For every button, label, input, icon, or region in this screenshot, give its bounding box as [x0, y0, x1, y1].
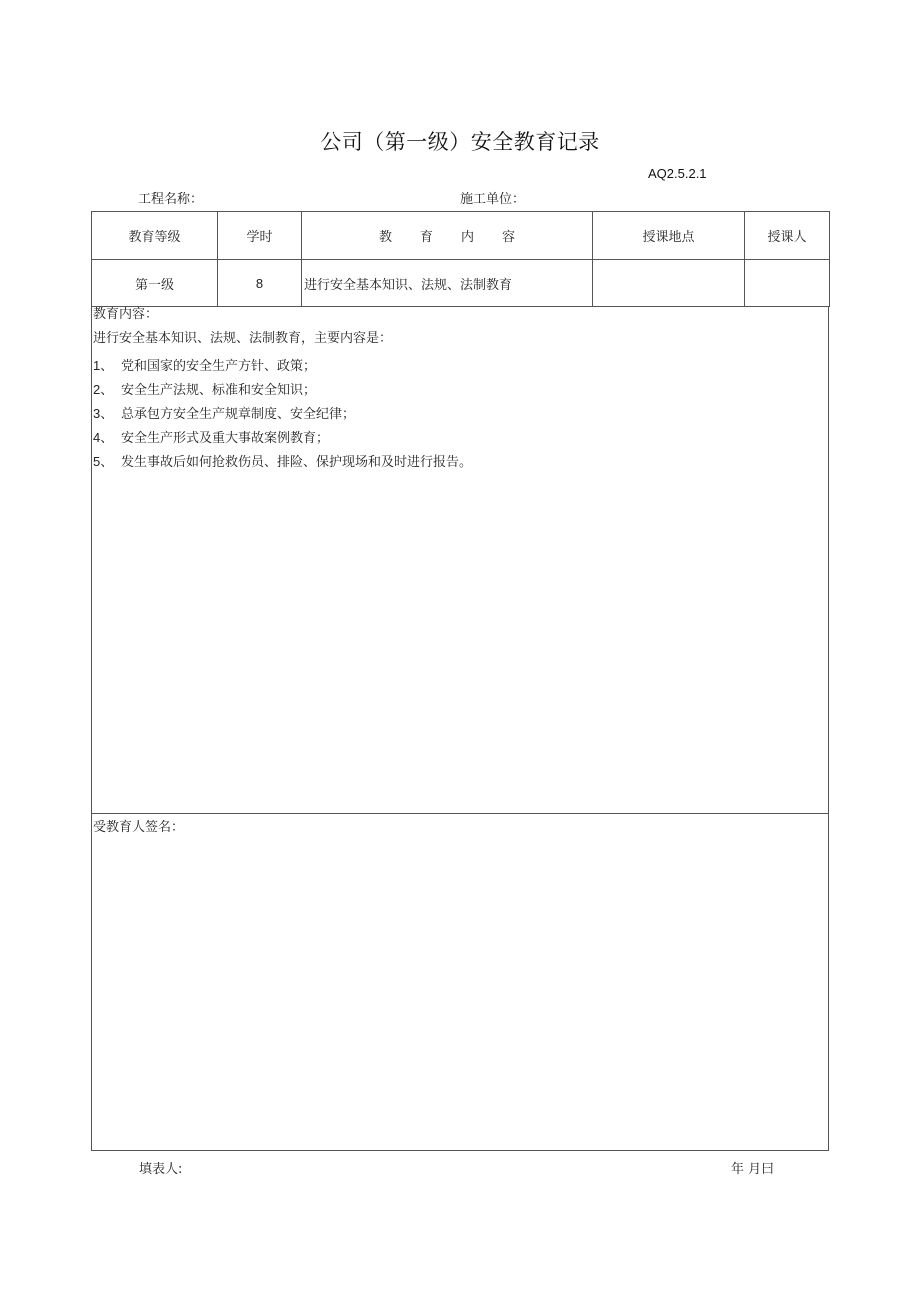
- cell-lecturer[interactable]: [745, 260, 830, 307]
- cell-location[interactable]: [593, 260, 745, 307]
- list-item-text: 总承包方安全生产规章制度、安全纪律；: [121, 407, 356, 422]
- project-name-label: 工程名称：: [138, 192, 204, 207]
- content-intro: 进行安全基本知识、法规、法制教育，主要内容是：: [93, 331, 393, 346]
- list-item: [93, 426, 329, 451]
- signature-label: 受教育人签名：: [93, 820, 185, 835]
- filler-label: 填表人:: [139, 1162, 183, 1177]
- list-item-number: 5、: [93, 454, 114, 469]
- header-content-text: 教育内容: [378, 230, 543, 245]
- document-code: AQ2.5.2.1: [648, 166, 707, 181]
- list-item-text: 发生事故后如何抢救伤员、排险、保护现场和及时进行报告。: [121, 455, 473, 470]
- header-level: 教育等级: [92, 212, 218, 260]
- list-item-number: 4、: [93, 430, 114, 445]
- header-location: 授课地点: [593, 212, 745, 260]
- list-item-text: 安全生产形式及重大事故案例教育；: [121, 431, 330, 446]
- list-item-number: 2、: [93, 382, 114, 397]
- list-item: [93, 402, 355, 427]
- list-item: [93, 378, 316, 403]
- table-header-row: [92, 212, 830, 260]
- list-item: [93, 354, 316, 379]
- list-item: [93, 450, 472, 475]
- list-item-number: 3、: [93, 406, 114, 421]
- header-hours: 学时: [218, 212, 302, 260]
- list-item-text: 党和国家的安全生产方针、政策；: [121, 359, 317, 374]
- cell-level: 第一级: [92, 260, 218, 307]
- construction-unit-label: 施工单位：: [460, 192, 526, 207]
- table-row: [92, 260, 830, 307]
- content-label: 教育内容：: [93, 307, 159, 322]
- date-label: 年 月曰: [731, 1162, 775, 1177]
- cell-hours: 8: [218, 260, 302, 307]
- list-item-text: 安全生产法规、标准和安全知识；: [121, 383, 317, 398]
- list-item-number: 1、: [93, 358, 114, 373]
- document-title: 公司（第一级）安全教育记录: [320, 130, 600, 154]
- education-content-box: [91, 306, 829, 814]
- header-content: [302, 212, 593, 260]
- header-lecturer: 授课人: [745, 212, 830, 260]
- signature-box[interactable]: [91, 813, 829, 1151]
- cell-content: 进行安全基本知识、法规、法制教育: [302, 260, 593, 307]
